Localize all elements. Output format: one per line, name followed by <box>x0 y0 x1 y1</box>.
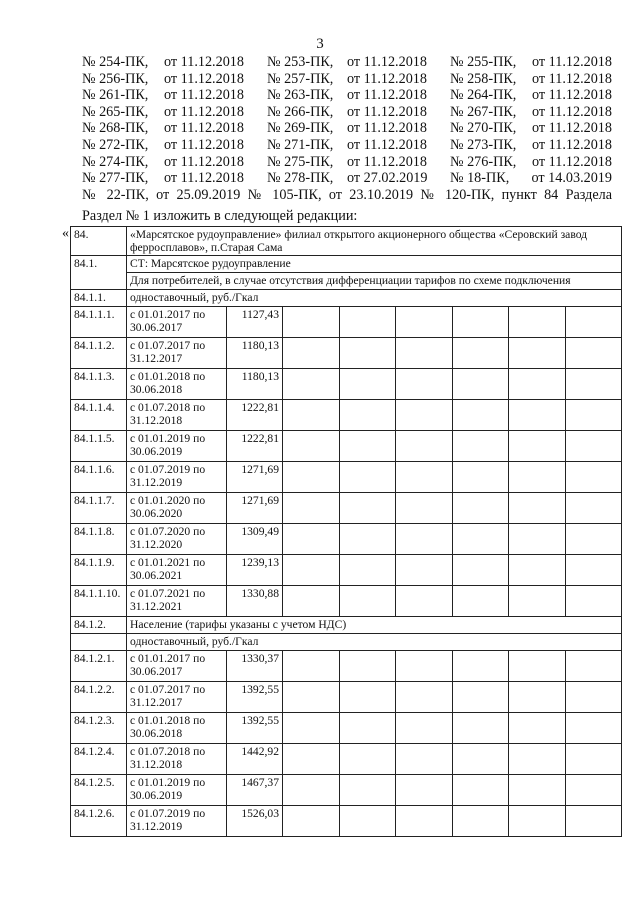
reference-item: № 264-ПК, <box>450 87 517 104</box>
reference-item: от 11.12.2018 <box>164 153 244 170</box>
row-period: с 01.07.2019 по 31.12.2019 <box>127 806 227 837</box>
empty-cell <box>452 369 509 400</box>
tariff-row <box>71 431 622 462</box>
reference-item: № 263-ПК, <box>267 87 334 104</box>
reference-item: № 269-ПК, <box>267 120 334 137</box>
empty-cell <box>452 682 509 713</box>
reference-item: от 11.12.2018 <box>532 103 612 120</box>
opening-quote: « <box>62 226 69 241</box>
empty-cell <box>452 586 509 617</box>
empty-cell <box>339 555 396 586</box>
reference-item: № 258-ПК, <box>450 70 517 87</box>
population-type-row <box>71 634 622 651</box>
row-code: 84.1.2.5. <box>71 775 127 806</box>
empty-cell <box>452 775 509 806</box>
row-period: с 01.07.2017 по 31.12.2017 <box>127 338 227 369</box>
reference-item: № 265-ПК, <box>82 103 149 120</box>
reference-item: от 11.12.2018 <box>532 70 612 87</box>
tariff-row <box>71 462 622 493</box>
row-value: 1271,69 <box>227 462 283 493</box>
empty-cell <box>283 524 340 555</box>
reference-item: № 253-ПК, <box>267 54 334 70</box>
empty-cell <box>565 338 622 369</box>
empty-cell <box>339 713 396 744</box>
empty-cell <box>452 524 509 555</box>
reference-item: № 261-ПК, <box>82 87 149 104</box>
section-row <box>71 227 622 256</box>
tariff-row <box>71 713 622 744</box>
row-code: 84.1.2.4. <box>71 744 127 775</box>
empty-cell <box>396 462 453 493</box>
reference-item: от 11.12.2018 <box>164 70 244 87</box>
tariff-row <box>71 493 622 524</box>
empty-cell <box>452 462 509 493</box>
empty-cell <box>509 682 566 713</box>
reference-item: № 18-ПК, <box>450 170 510 187</box>
empty-cell <box>283 400 340 431</box>
empty-cell <box>509 555 566 586</box>
reference-line-last: № 22-ПК, от 25.09.2019 № 105-ПК, от 23.10.2019 № 120-ПК, пункт 84 Раздела <box>82 186 612 203</box>
row-value: 1239,13 <box>227 555 283 586</box>
empty-cell <box>509 586 566 617</box>
row-code: 84.1.1.5. <box>71 431 127 462</box>
empty-cell <box>509 775 566 806</box>
reference-item: от 14.03.2019 <box>531 170 612 187</box>
empty-cell <box>452 338 509 369</box>
empty-cell <box>283 651 340 682</box>
reference-line <box>82 154 612 171</box>
row-period: с 01.07.2017 по 31.12.2017 <box>127 682 227 713</box>
empty-cell <box>396 338 453 369</box>
row-period: с 01.01.2017 по 30.06.2017 <box>127 307 227 338</box>
empty-cell <box>452 555 509 586</box>
row-code: 84.1.1.3. <box>71 369 127 400</box>
tariff-row <box>71 651 622 682</box>
intro-line: Раздел № 1 изложить в следующей редакции: <box>82 208 358 224</box>
empty-cell <box>283 307 340 338</box>
empty-cell <box>339 493 396 524</box>
tariff-row <box>71 682 622 713</box>
empty-cell <box>509 400 566 431</box>
empty-cell <box>396 744 453 775</box>
empty-cell <box>509 744 566 775</box>
reference-item: № 266-ПК, <box>267 103 334 120</box>
row-value: 1222,81 <box>227 431 283 462</box>
empty-cell <box>339 682 396 713</box>
tariff-type-code: 84.1.1. <box>71 290 127 307</box>
reference-line <box>82 54 612 71</box>
empty-cell <box>339 744 396 775</box>
page-number: 3 <box>316 36 324 52</box>
row-code: 84.1.1.4. <box>71 400 127 431</box>
row-period: с 01.07.2020 по 31.12.2020 <box>127 524 227 555</box>
population-row <box>71 617 622 634</box>
empty-cell <box>452 713 509 744</box>
empty-cell <box>452 493 509 524</box>
subsection-code: 84.1. <box>71 256 127 290</box>
empty-cell <box>565 369 622 400</box>
row-value: 1526,03 <box>227 806 283 837</box>
empty-cell <box>565 651 622 682</box>
tariff-table <box>70 226 622 837</box>
population-type-row-title: одноставочный, руб./Гкал <box>127 634 622 651</box>
section-title: «Марсятское рудоуправление» филиал открытого акционерного общества «Серовский завод ферросплавов», п.Старая Сама <box>127 227 622 256</box>
reference-item: от 11.12.2018 <box>347 54 427 70</box>
row-period: с 01.01.2018 по 30.06.2018 <box>127 369 227 400</box>
empty-cell <box>396 806 453 837</box>
tariff-row <box>71 338 622 369</box>
empty-cell <box>565 744 622 775</box>
tariff-row <box>71 524 622 555</box>
row-code: 84.1.1.6. <box>71 462 127 493</box>
reference-item: от 11.12.2018 <box>347 70 427 87</box>
empty-cell <box>283 555 340 586</box>
empty-cell <box>283 431 340 462</box>
empty-cell <box>452 400 509 431</box>
empty-cell <box>565 775 622 806</box>
reference-item: № 273-ПК, <box>450 136 517 153</box>
empty-cell <box>565 307 622 338</box>
row-value: 1442,92 <box>227 744 283 775</box>
empty-cell <box>339 524 396 555</box>
reference-line <box>82 170 612 187</box>
reference-line <box>82 137 612 154</box>
tariff-type-title: одноставочный, руб./Гкал <box>127 290 622 307</box>
row-period: с 01.07.2021 по 31.12.2021 <box>127 586 227 617</box>
empty-cell <box>339 431 396 462</box>
empty-cell <box>283 493 340 524</box>
empty-cell <box>509 369 566 400</box>
row-period: с 01.01.2019 по 30.06.2019 <box>127 431 227 462</box>
reference-item: от 11.12.2018 <box>164 120 244 137</box>
section-code: 84. <box>71 227 127 256</box>
reference-item: № 257-ПК, <box>267 70 334 87</box>
empty-cell <box>396 651 453 682</box>
reference-item: № 277-ПК, <box>82 170 149 187</box>
reference-item: от 11.12.2018 <box>347 136 427 153</box>
row-code: 84.1.1.9. <box>71 555 127 586</box>
empty-cell <box>565 493 622 524</box>
row-code: 84.1.2.6. <box>71 806 127 837</box>
empty-cell <box>283 713 340 744</box>
empty-cell <box>396 400 453 431</box>
reference-item: № 255-ПК, <box>450 54 517 70</box>
reference-item: № 271-ПК, <box>267 136 334 153</box>
tariff-row <box>71 586 622 617</box>
row-period: с 01.01.2020 по 30.06.2020 <box>127 493 227 524</box>
reference-item: от 11.12.2018 <box>347 87 427 104</box>
empty-cell <box>565 431 622 462</box>
empty-cell <box>452 806 509 837</box>
row-code: 84.1.1.2. <box>71 338 127 369</box>
reference-line <box>82 87 612 104</box>
subsection-desc-row <box>71 273 622 290</box>
tariff-row <box>71 806 622 837</box>
reference-line <box>82 120 612 137</box>
row-value: 1330,88 <box>227 586 283 617</box>
empty-cell <box>339 651 396 682</box>
row-value: 1271,69 <box>227 493 283 524</box>
tariff-row <box>71 400 622 431</box>
empty-cell <box>339 338 396 369</box>
reference-item: № 270-ПК, <box>450 120 517 137</box>
reference-item: от 11.12.2018 <box>347 103 427 120</box>
tariff-row <box>71 307 622 338</box>
empty-cell <box>339 400 396 431</box>
empty-cell <box>509 338 566 369</box>
empty-cell <box>283 369 340 400</box>
row-code: 84.1.1.7. <box>71 493 127 524</box>
empty-cell <box>509 651 566 682</box>
row-value: 1392,55 <box>227 682 283 713</box>
subsection-row <box>71 256 622 273</box>
empty-cell <box>396 431 453 462</box>
empty-cell <box>452 431 509 462</box>
row-value: 1180,13 <box>227 338 283 369</box>
row-value: 1392,55 <box>227 713 283 744</box>
reference-item: от 11.12.2018 <box>532 120 612 137</box>
empty-cell <box>565 524 622 555</box>
reference-line <box>82 104 612 121</box>
empty-cell <box>339 586 396 617</box>
empty-cell <box>509 806 566 837</box>
empty-cell <box>283 744 340 775</box>
reference-item: № 272-ПК, <box>82 136 149 153</box>
row-period: с 01.01.2017 по 30.06.2017 <box>127 651 227 682</box>
reference-item: № 278-ПК, <box>267 170 334 187</box>
reference-item: от 11.12.2018 <box>164 87 244 104</box>
tariff-type-row <box>71 290 622 307</box>
empty-cell <box>509 462 566 493</box>
empty-cell <box>396 555 453 586</box>
empty-cell <box>339 775 396 806</box>
reference-item: от 11.12.2018 <box>347 120 427 137</box>
reference-item: № 268-ПК, <box>82 120 149 137</box>
empty-cell <box>396 493 453 524</box>
reference-item: от 11.12.2018 <box>532 153 612 170</box>
tariff-row <box>71 744 622 775</box>
row-period: с 01.01.2019 по 30.06.2019 <box>127 775 227 806</box>
reference-list <box>82 54 612 203</box>
subsection-title: СТ: Марсятское рудоуправление <box>127 256 622 273</box>
row-code: 84.1.1.8. <box>71 524 127 555</box>
reference-item: от 27.02.2019 <box>347 170 428 187</box>
reference-item: № 267-ПК, <box>450 103 517 120</box>
empty-cell <box>509 524 566 555</box>
empty-cell <box>565 806 622 837</box>
row-value: 1467,37 <box>227 775 283 806</box>
empty-cell <box>283 775 340 806</box>
reference-item: от 11.12.2018 <box>347 153 427 170</box>
empty-cell <box>396 307 453 338</box>
empty-cell <box>339 369 396 400</box>
empty-cell <box>565 682 622 713</box>
row-period: с 01.07.2018 по 31.12.2018 <box>127 400 227 431</box>
empty-cell <box>396 775 453 806</box>
row-period: с 01.07.2018 по 31.12.2018 <box>127 744 227 775</box>
empty-cell <box>339 806 396 837</box>
row-code: 84.1.2.3. <box>71 713 127 744</box>
empty-cell <box>509 307 566 338</box>
empty-cell <box>565 400 622 431</box>
tariff-row <box>71 369 622 400</box>
row-value: 1330,37 <box>227 651 283 682</box>
empty-cell <box>509 713 566 744</box>
empty-cell <box>339 462 396 493</box>
empty-cell <box>509 493 566 524</box>
population-row-code: 84.1.2. <box>71 617 127 634</box>
reference-item: от 11.12.2018 <box>532 136 612 153</box>
row-value: 1127,43 <box>227 307 283 338</box>
reference-item: от 11.12.2018 <box>164 103 244 120</box>
row-code: 84.1.2.1. <box>71 651 127 682</box>
empty-cell <box>565 586 622 617</box>
row-period: с 01.07.2019 по 31.12.2019 <box>127 462 227 493</box>
reference-item: от 11.12.2018 <box>164 54 244 70</box>
empty-cell <box>283 338 340 369</box>
tariff-row <box>71 775 622 806</box>
population-row-title: Население (тарифы указаны с учетом НДС) <box>127 617 622 634</box>
reference-item: № 256-ПК, <box>82 70 149 87</box>
reference-item: № 254-ПК, <box>82 54 149 70</box>
empty-cell <box>565 462 622 493</box>
row-period: с 01.01.2021 по 30.06.2021 <box>127 555 227 586</box>
reference-item: от 11.12.2018 <box>532 54 612 70</box>
empty-cell <box>565 555 622 586</box>
reference-item: от 11.12.2018 <box>164 170 244 187</box>
empty-cell <box>283 462 340 493</box>
reference-item: от 11.12.2018 <box>164 136 244 153</box>
empty-cell <box>339 307 396 338</box>
reference-item: № 276-ПК, <box>450 153 517 170</box>
population-type-row-code <box>71 634 127 651</box>
empty-cell <box>396 524 453 555</box>
reference-item: № 275-ПК, <box>267 153 334 170</box>
reference-line <box>82 71 612 88</box>
empty-cell <box>452 307 509 338</box>
empty-cell <box>396 682 453 713</box>
empty-cell <box>396 369 453 400</box>
empty-cell <box>396 586 453 617</box>
row-value: 1180,13 <box>227 369 283 400</box>
tariff-row <box>71 555 622 586</box>
empty-cell <box>283 806 340 837</box>
empty-cell <box>283 586 340 617</box>
empty-cell <box>452 744 509 775</box>
row-code: 84.1.2.2. <box>71 682 127 713</box>
reference-item: № 274-ПК, <box>82 153 149 170</box>
row-value: 1222,81 <box>227 400 283 431</box>
empty-cell <box>452 651 509 682</box>
row-period: с 01.01.2018 по 30.06.2018 <box>127 713 227 744</box>
empty-cell <box>509 431 566 462</box>
empty-cell <box>396 713 453 744</box>
row-value: 1309,49 <box>227 524 283 555</box>
row-code: 84.1.1.1. <box>71 307 127 338</box>
subsection-desc: Для потребителей, в случае отсутствия дифференциации тарифов по схеме подключения <box>127 273 622 290</box>
row-code: 84.1.1.10. <box>71 586 127 617</box>
empty-cell <box>283 682 340 713</box>
reference-item: от 11.12.2018 <box>532 87 612 104</box>
empty-cell <box>565 713 622 744</box>
